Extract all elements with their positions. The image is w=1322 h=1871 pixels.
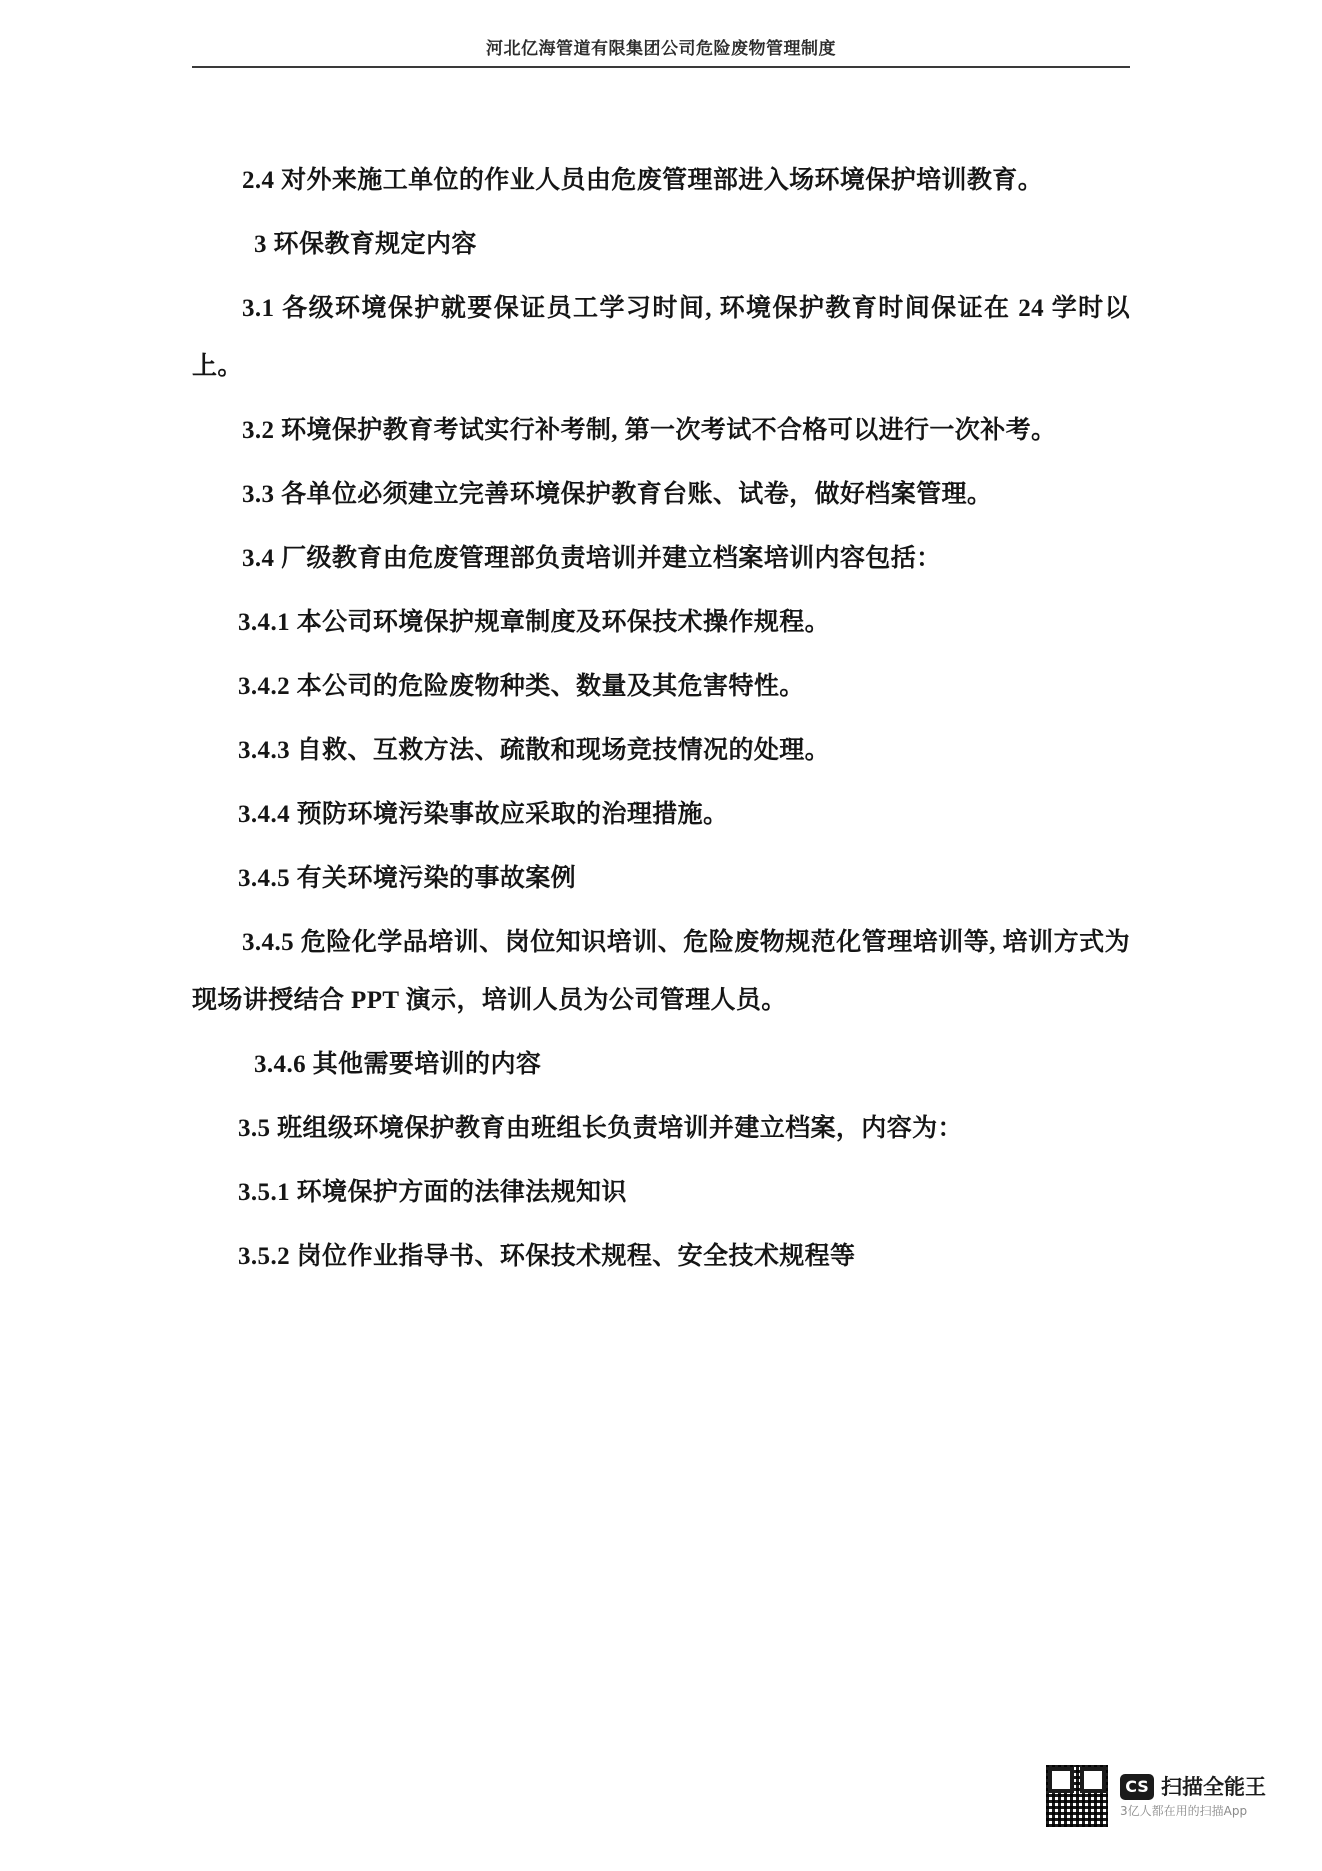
document-body (192, 140, 1130, 1286)
paragraph-3-2: 3.2 环境保护教育考试实行补考制, 第一次考试不合格可以进行一次补考。 (242, 417, 1057, 444)
header-divider (192, 66, 1130, 68)
paragraph-2-4: 2.4 对外来施工单位的作业人员由危废管理部进入场环境保护培训教育。 (242, 167, 1044, 194)
paragraph-3-5-2: 3.5.2 岗位作业指导书、环保技术规程、安全技术规程等 (238, 1243, 856, 1270)
qr-code-icon (1046, 1765, 1108, 1827)
paragraph-3-4: 3.4 厂级教育由危废管理部负责培训并建立档案培训内容包括： (242, 545, 942, 572)
paragraph-3-4-6: 3.4.6 其他需要培训的内容 (254, 1051, 542, 1078)
paragraph-3-1: 3.1 各级环境保护就要保证员工学习时间, 环境保护教育时间保证在 24 学时以上。 (192, 295, 1130, 380)
scanner-watermark (1046, 1765, 1266, 1827)
paragraph-3-4-1: 3.4.1 本公司环境保护规章制度及环保技术操作规程。 (238, 609, 831, 636)
watermark-text-block (1120, 1774, 1266, 1819)
watermark-tagline: 3亿人都在用的扫描App (1120, 1803, 1248, 1818)
paragraph-3-4-4: 3.4.4 预防环境污染事故应采取的治理措施。 (238, 801, 729, 828)
paragraph-3-5-1: 3.5.1 环境保护方面的法律法规知识 (238, 1179, 627, 1206)
paragraph-3-4-5-a: 3.4.5 有关环境污染的事故案例 (238, 865, 577, 892)
watermark-title-row (1120, 1774, 1266, 1800)
paragraph-3-4-3: 3.4.3 自救、互救方法、疏散和现场竞技情况的处理。 (238, 737, 831, 764)
watermark-app-name: 扫描全能王 (1161, 1774, 1266, 1799)
camscanner-logo-icon: CS (1120, 1774, 1154, 1800)
paragraph-3-3: 3.3 各单位必须建立完善环境保护教育台账、试卷，做好档案管理。 (242, 481, 993, 508)
paragraph-3-4-2: 3.4.2 本公司的危险废物种类、数量及其危害特性。 (238, 673, 805, 700)
paragraph-3: 3 环保教育规定内容 (254, 231, 477, 258)
paragraph-3-5: 3.5 班组级环境保护教育由班组长负责培训并建立档案，内容为： (238, 1115, 963, 1142)
header-title: 河北亿海管道有限集团公司危险废物管理制度 (486, 39, 836, 59)
document-header (228, 38, 1094, 60)
paragraph-3-4-5-b: 3.4.5 危险化学品培训、岗位知识培训、危险废物规范化管理培训等, 培训方式为现场讲授结合 PPT 演示，培训人员为公司管理人员。 (192, 929, 1130, 1014)
